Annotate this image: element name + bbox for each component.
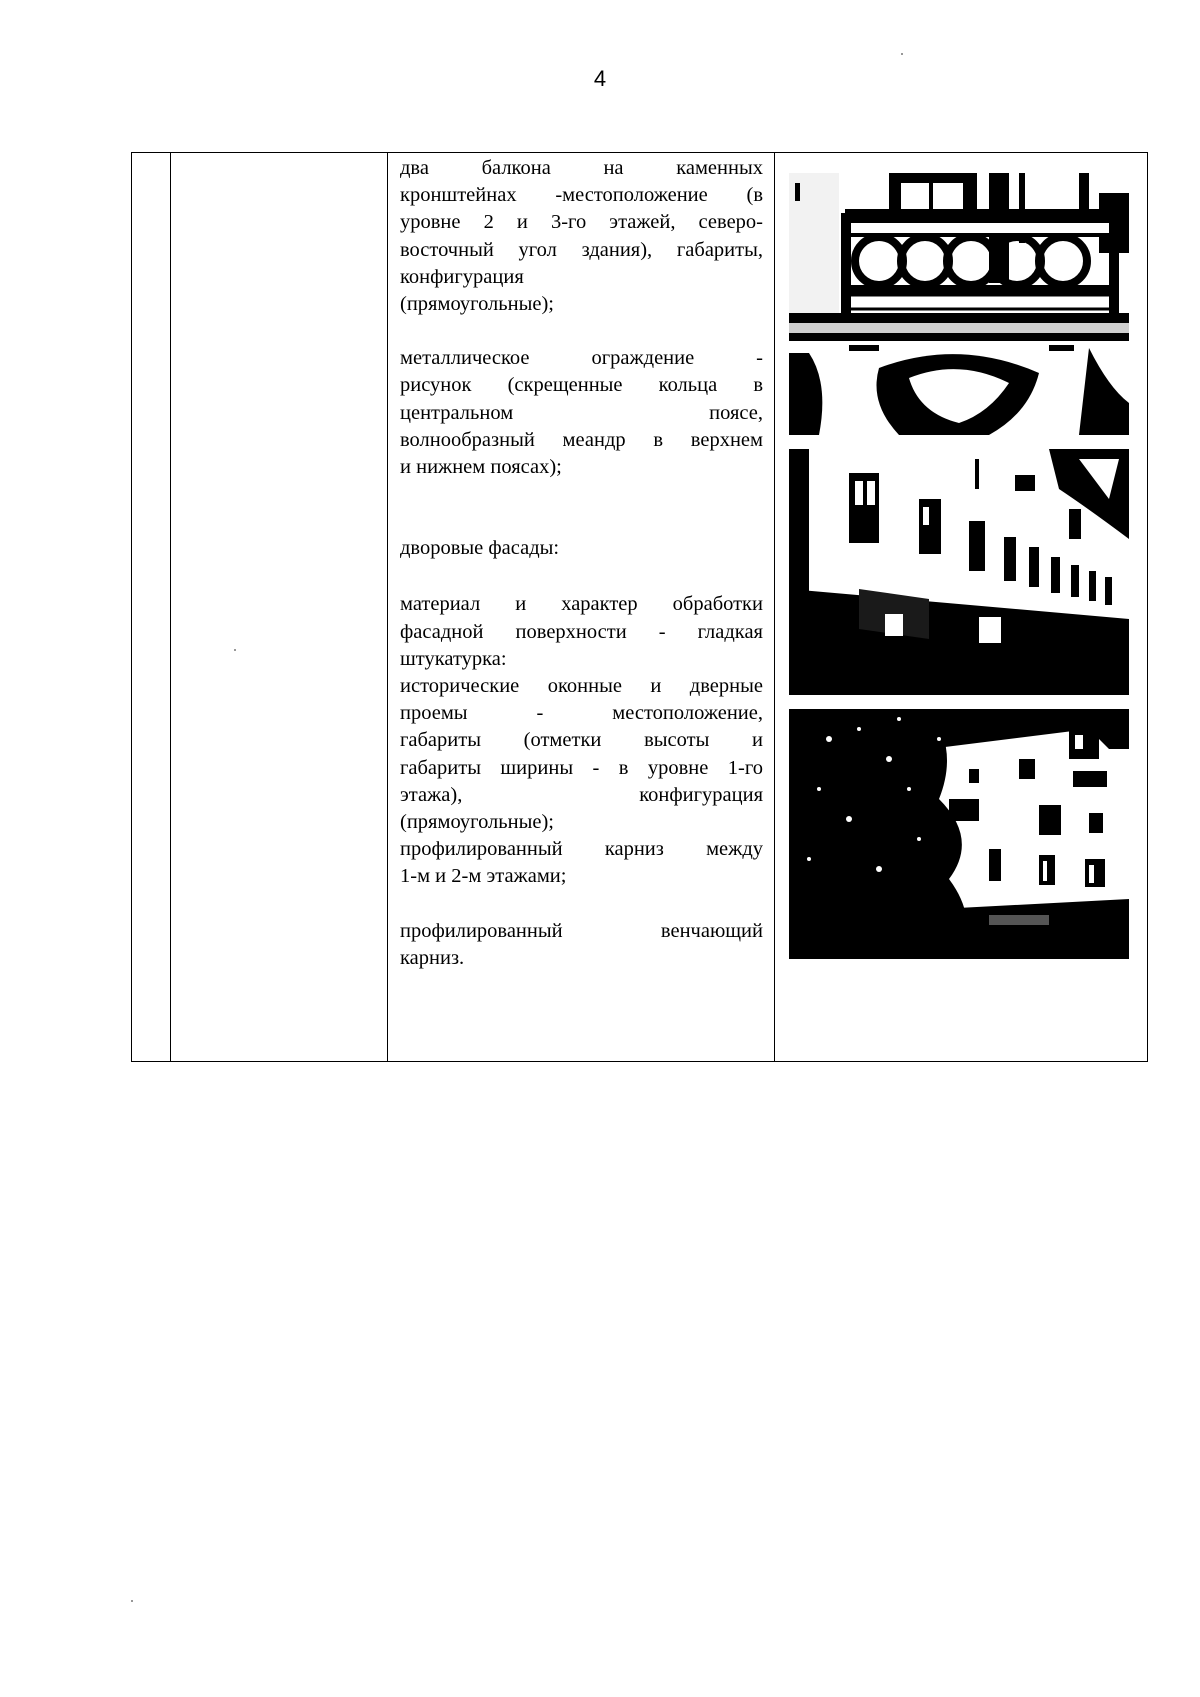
courtyard-facade-image	[789, 449, 1129, 695]
courtyard-trees-facade-photo	[789, 709, 1129, 959]
text-line: два балконa на каменных	[400, 157, 763, 179]
courtyard-facade-photo	[789, 449, 1129, 695]
description-cell	[388, 153, 775, 1062]
number-cell	[132, 153, 171, 1062]
paragraph-railing	[400, 345, 763, 481]
text-line: карниз.	[400, 946, 465, 969]
paragraph-cornice	[400, 918, 763, 972]
text-line: этажа), конфигурация	[400, 783, 763, 806]
text-line: конфигурация	[400, 265, 524, 288]
text-line: и нижнем поясах);	[400, 456, 562, 479]
text-line: материал и характер обработки	[400, 593, 763, 616]
text-line: рисунок (скрещенные кольца в	[400, 374, 763, 397]
page-number: 4	[593, 66, 607, 91]
text-line: габариты (отметки высоты и	[400, 729, 763, 752]
heritage-table	[131, 152, 1148, 1062]
table-row	[132, 153, 1148, 1062]
name-cell	[171, 153, 388, 1062]
text-line: (прямоугольные);	[400, 811, 554, 834]
balcony-railing-image	[789, 173, 1129, 435]
text-line: (прямоугольные);	[400, 293, 554, 316]
balcony-railing-photo	[789, 173, 1129, 435]
text-line: профилированный венчающий	[400, 919, 763, 942]
paragraph-courtyard-heading	[400, 535, 763, 562]
text-line: проемы - местоположение,	[400, 702, 763, 725]
text-line: металлическое ограждение -	[400, 347, 763, 370]
text-line: уровне 2 и 3-го этажей, северо-	[400, 211, 763, 234]
text-line: габариты ширины - в уровне 1-го	[400, 756, 763, 779]
text-line: фасадной поверхности - гладкая	[400, 620, 763, 643]
text-line: восточный угол здания), габариты,	[400, 238, 763, 261]
text-line: штукатурка:	[400, 647, 507, 670]
text-line: дворовые фасады:	[400, 537, 560, 560]
text-line: центральном поясе,	[400, 401, 763, 424]
text-line: исторические оконные и дверные	[400, 675, 763, 698]
text-line: 1-м и 2-м этажами;	[400, 865, 567, 888]
paragraph-facade-material	[400, 591, 763, 890]
courtyard-trees-image	[789, 709, 1129, 959]
text-line: кронштейнах -местоположение (в	[400, 184, 763, 207]
text-line: профилированный карниз между	[400, 838, 763, 861]
paragraph-balconies	[400, 155, 763, 318]
text-line: волнообразный меандр в верхнем	[400, 428, 763, 451]
photo-cell	[775, 153, 1148, 1062]
